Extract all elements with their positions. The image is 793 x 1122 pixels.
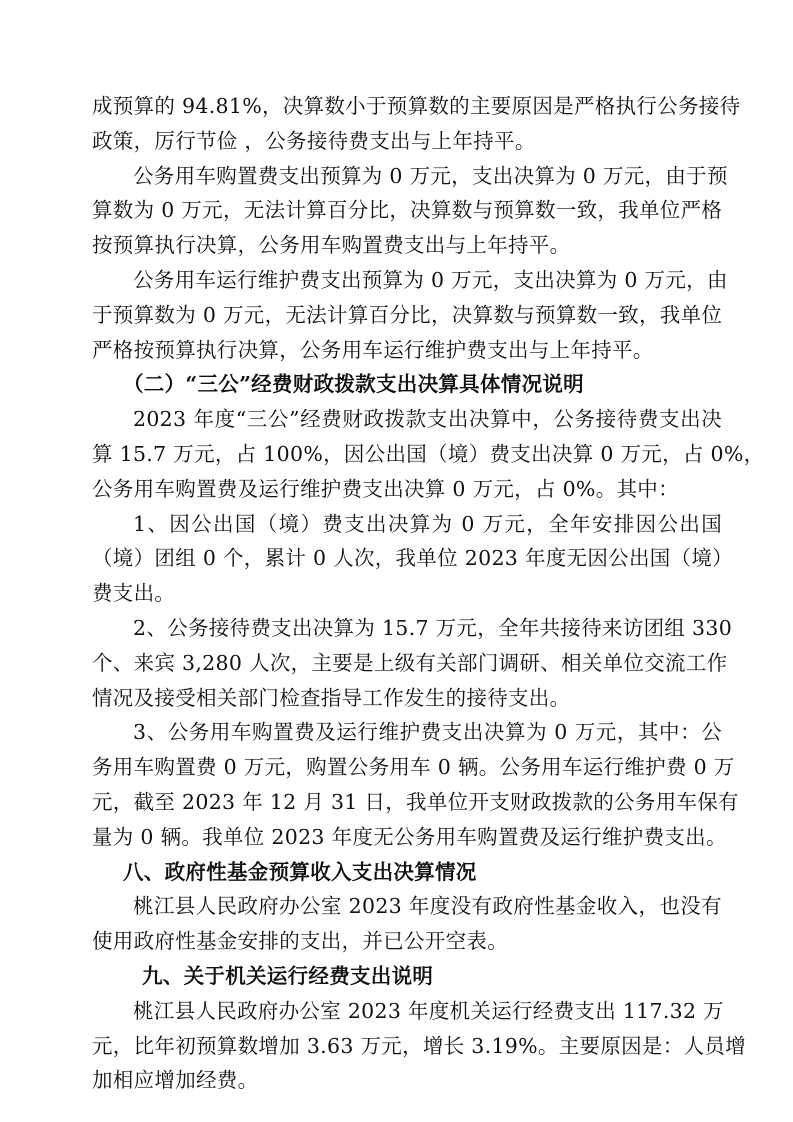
document-page bbox=[92, 89, 765, 1098]
paragraph-government-fund bbox=[92, 889, 722, 959]
paragraph-vehicle-purchase bbox=[92, 159, 728, 263]
text-line: 元，截至 2023 年 12 月 31 日，我单位开支财政拨款的公务用车保有 bbox=[92, 789, 739, 814]
text-line: 使用政府性基金安排的支出，并已公开空表。 bbox=[92, 929, 508, 954]
section-heading-government-fund: 八、政府性基金预算收入支出决算情况 bbox=[123, 859, 477, 884]
text-line: 费支出。 bbox=[92, 581, 176, 606]
text-line: 桃江县人民政府办公室 2023 年度没有政府性基金收入，也没有 bbox=[133, 894, 722, 919]
text-line: 务用车购置费 0 万元，购置公务用车 0 辆。公务用车运行维护费 0 万 bbox=[92, 755, 735, 780]
text-line: 2023 年度“三公”经费财政拨款支出决算中，公务接待费支出决 bbox=[133, 407, 722, 432]
paragraph-operating-expenses bbox=[92, 994, 746, 1098]
text-line: 严格按预算执行决算，公务用车运行维护费支出与上年持平。 bbox=[92, 337, 654, 362]
text-line: 量为 0 辆。我单位 2023 年度无公务用车购置费及运行维护费支出。 bbox=[92, 824, 727, 849]
paragraph-reception-detail bbox=[92, 611, 733, 715]
text-line: 成预算的 94.81%，决算数小于预算数的主要原因是严格执行公务接待 bbox=[92, 94, 741, 118]
paragraph-sangong-overview bbox=[92, 402, 765, 506]
text-line: 1、因公出国（境）费支出决算为 0 万元，全年安排因公出国 bbox=[133, 511, 722, 536]
text-line: 算 15.7 万元，占 100%，因公出国（境）费支出决算 0 万元，占 0%， bbox=[92, 441, 765, 466]
text-line: 按预算执行决算，公务用车购置费支出与上年持平。 bbox=[92, 233, 571, 258]
section-heading-operating-expenses: 九、关于机关运行经费支出说明 bbox=[142, 963, 434, 988]
text-line: 桃江县人民政府办公室 2023 年度机关运行经费支出 117.32 万 bbox=[133, 998, 724, 1023]
text-line: 公务用车购置费支出预算为 0 万元，支出决算为 0 万元，由于预 bbox=[133, 163, 728, 188]
text-line: 2、公务接待费支出决算为 15.7 万元，全年共接待来访团组 330 bbox=[133, 615, 733, 640]
text-line: 个、来宾 3,280 人次，主要是上级有关部门调研、相关单位交流工作 bbox=[92, 650, 728, 675]
text-line: 算数为 0 万元，无法计算百分比，决算数与预算数一致，我单位严格 bbox=[92, 198, 723, 223]
text-line: 政策，厉行节俭 ，公务接待费支出与上年持平。 bbox=[92, 128, 536, 153]
paragraph-vehicle-maintenance bbox=[92, 263, 728, 367]
text-line: 于预算数为 0 万元，无法计算百分比，决算数与预算数一致，我单位 bbox=[92, 302, 723, 327]
paragraph-vehicle-detail bbox=[92, 715, 739, 854]
paragraph-reception-summary bbox=[92, 89, 741, 159]
text-line: 公务用车运行维护费支出预算为 0 万元，支出决算为 0 万元，由 bbox=[133, 267, 728, 292]
section-heading-sangong: （二）“三公”经费财政拨款支出决算具体情况说明 bbox=[123, 372, 584, 397]
text-line: 情况及接受相关部门检查指导工作发生的接待支出。 bbox=[92, 685, 571, 710]
paragraph-overseas-travel bbox=[92, 507, 733, 611]
text-line: 公务用车购置费及运行维护费支出决算 0 万元，占 0%。其中： bbox=[92, 476, 679, 501]
text-line: 3、公务用车购置费及运行维护费支出决算为 0 万元，其中：公 bbox=[133, 720, 722, 745]
text-line: （境）团组 0 个，累计 0 人次，我单位 2023 年度无因公出国（境） bbox=[92, 546, 733, 571]
text-line: 加相应增加经费。 bbox=[92, 1068, 259, 1093]
text-line: 元，比年初预算数增加 3.63 万元，增长 3.19%。主要原因是：人员增 bbox=[92, 1033, 746, 1058]
